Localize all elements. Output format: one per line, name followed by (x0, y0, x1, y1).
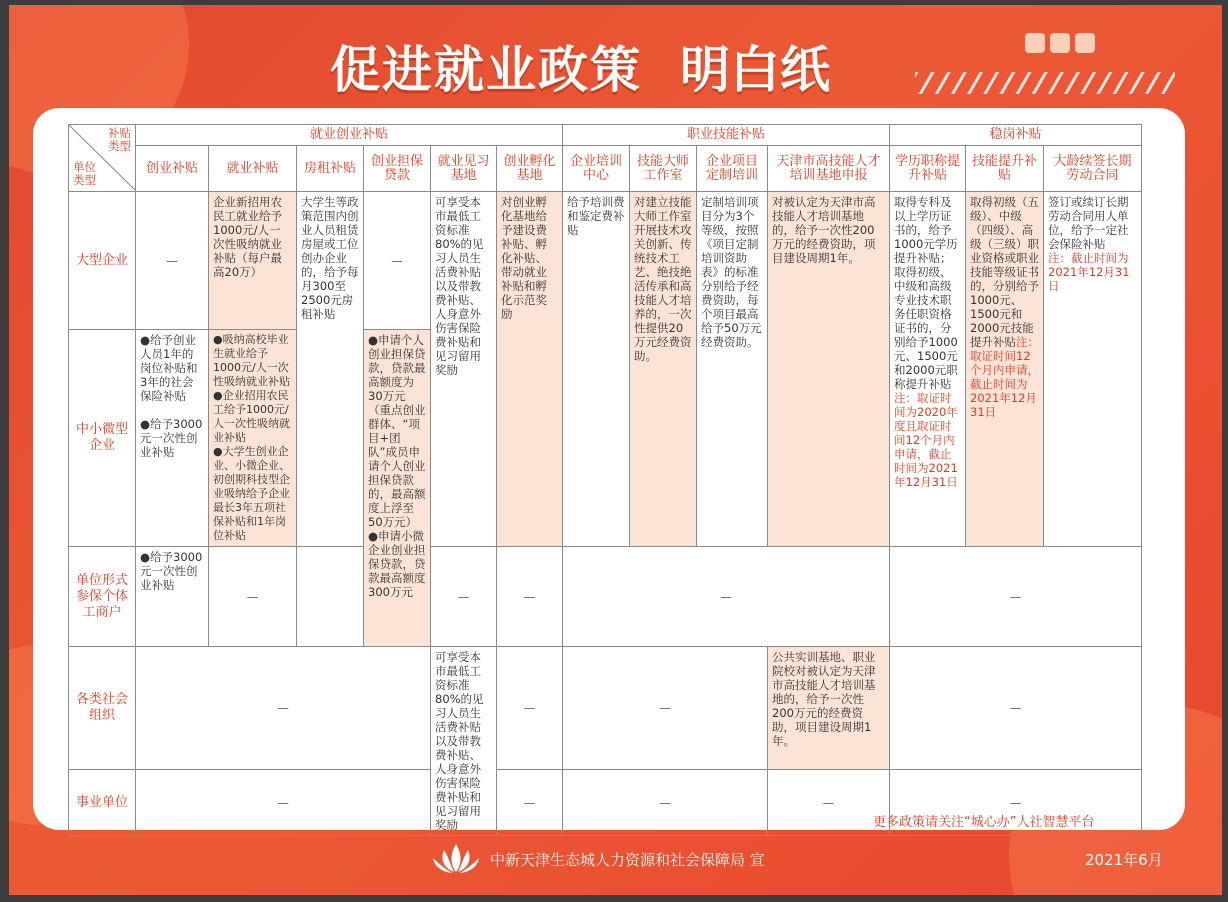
table-cell: 大学生等政策范围内创业人员租赁房屋或工位创办企业的，给予每月300至2500元房租补贴 (297, 192, 364, 547)
cell-note: 注：取证时间为2020年度且取证时间12个月内申请，截止时间为2021年12月31日 (894, 391, 958, 489)
issuer-text: 中新天津生态城人力资源和社会保障局 宣 (490, 851, 765, 869)
table-cell: — (497, 547, 563, 647)
row-header: 各类社会组织 (69, 647, 136, 770)
column-header: 学历职称提升补贴 (890, 146, 966, 192)
table-cell: — (497, 770, 563, 836)
column-header: 天津市高技能人才培训基地申报 (768, 146, 890, 192)
decor-stripes (915, 72, 1175, 94)
table-cell (966, 192, 1044, 547)
table-cell: 定制培训项目分为3个等级，按照《项目定制培训资助表》的标准分别给予经费资助，每个项目最高给予50万元经费资助。 (697, 192, 768, 547)
table-cell: — (563, 547, 890, 647)
cell-text: 取得专科及以上学历证书的，给予1000元学历提升补贴；取得初级、中级和高级专业技术职务任职资格证书的，分别给予1000元、1500元和2000元职称提升补贴 (894, 195, 958, 391)
table-cell: — (136, 647, 431, 770)
table-cell: 公共实训基地、职业院校对被认定为天津市高技能人才培训基地的，给予一次性200万元的经费资助，项目建设周期1年。 (768, 647, 890, 770)
table-cell: — (563, 770, 768, 836)
table-corner-header (69, 125, 136, 192)
table-cell: 企业新招用农民工就业给予1000元/人一次性吸纳就业补贴（每户最高20万） (209, 192, 297, 330)
table-cell: — (890, 770, 1142, 836)
column-header: 就业补贴 (209, 146, 297, 192)
cell-note: 注：截止时间为2021年12月31日 (1048, 251, 1130, 293)
table-cell: 对创业孵化基地给予建设费补贴、孵化补贴、带动就业补贴和孵化示范奖励 (497, 192, 563, 547)
table-cell: — (364, 192, 431, 330)
column-header: 技能提升补贴 (966, 146, 1044, 192)
row-header: 单位形式参保个体工商户 (69, 547, 136, 647)
column-header: 技能大师工作室 (630, 146, 697, 192)
poster-title: 促进就业政策 (330, 41, 642, 99)
table-cell: ●吸纳高校毕业生就业给予1000元/人一次性吸纳就业补贴 ●企业招用农民工给予1000元/人一次性吸纳就业补贴 ●大学生创业企业、小微企业、初创期科技型企业吸纳给予企业最长3年五项社保补贴和1年岗位补贴 (209, 330, 297, 547)
table-cell: 给予培训费和鉴定费补贴 (563, 192, 630, 547)
column-header: 就业见习基地 (431, 146, 497, 192)
corner-unit-type: 单位 类型 (73, 160, 96, 187)
column-header: 创业补贴 (136, 146, 209, 192)
column-header: 创业孵化基地 (497, 146, 563, 192)
table-cell: — (890, 547, 1142, 647)
table-cell: — (768, 770, 890, 836)
column-header: 大龄续签长期劳动合同 (1044, 146, 1142, 192)
poster-title-accent: 明白纸 (680, 41, 830, 99)
cell-note: 注：取证时间12个月内申请，截止时间为2021年12月31日 (970, 335, 1039, 419)
column-header: 企业培训中心 (563, 146, 630, 192)
group-header: 稳岗补贴 (890, 125, 1142, 146)
table-cell: — (209, 547, 297, 647)
row-header: 大型企业 (69, 192, 136, 330)
table-cell: 对建立技能大师工作室开展技术攻关创新、传统技术工艺、绝技绝活传承和高技能人才培养的，一次性提供20万元经费资助。 (630, 192, 697, 547)
table-cell: 对被认定为天津市高技能人才培训基地的，给予一次性200万元的经费资助，项目建设周期1年。 (768, 192, 890, 547)
table-cell: — (890, 647, 1142, 770)
table-cell: ●给予3000元一次性创业补贴 (136, 547, 209, 647)
cell-text: 取得初级（五级）、中级（四级）、高级（三级）职业资格或职业技能等级证书的，分别给予1000元、1500元和2000元技能提升补贴 (970, 195, 1039, 349)
table-cell: — (136, 770, 431, 836)
table-cell: — (136, 192, 209, 330)
column-header: 房租补贴 (297, 146, 364, 192)
table-cell: ●申请个人创业担保贷款，贷款最高额度为30万元（重点创业群体、“项目+团队”成员申请个人创业担保贷款的，最高额度上浮至50万元） ●申请小微企业创业担保贷款，贷款最高额度300万元 (364, 330, 431, 647)
group-header: 就业创业补贴 (136, 125, 563, 146)
table-cell (890, 192, 966, 547)
cell-text: 签订或续订长期劳动合同用人单位，给予一定社会保险补贴 (1048, 195, 1129, 251)
table-cell: — (563, 647, 768, 770)
issue-date: 2021年6月 (1085, 851, 1163, 869)
table-cell (297, 547, 364, 647)
column-header: 创业担保贷款 (364, 146, 431, 192)
table-cell: — (431, 547, 497, 647)
row-header: 事业单位 (69, 770, 136, 836)
lotus-logo-icon (430, 842, 482, 874)
table-cell: 可享受本市最低工资标准80%的见习人员生活费补贴以及带教费补贴、人身意外伤害保险费补贴和见习留用奖励 (431, 192, 497, 547)
table-cell: — (497, 647, 563, 770)
row-header: 中小微型企业 (69, 330, 136, 547)
table-cell (1044, 192, 1142, 547)
group-header: 职业技能补贴 (563, 125, 890, 146)
policy-table (68, 124, 1142, 836)
corner-subsidy-type: 补贴 类型 (108, 126, 131, 153)
more-info-text: 更多政策请关注“城心办”人社智慧平台 (873, 815, 1095, 830)
column-header: 企业项目定制培训 (697, 146, 768, 192)
table-cell: ●给予创业人员1年的岗位补贴和3年的社会保险补贴 ●给予3000元一次性创业补贴 (136, 330, 209, 547)
table-cell: 可享受本市最低工资标准80%的见习人员生活费补贴以及带教费补贴、人身意外伤害保险费补贴和见习留用奖励 (431, 647, 497, 836)
decor-squares (1025, 33, 1095, 53)
